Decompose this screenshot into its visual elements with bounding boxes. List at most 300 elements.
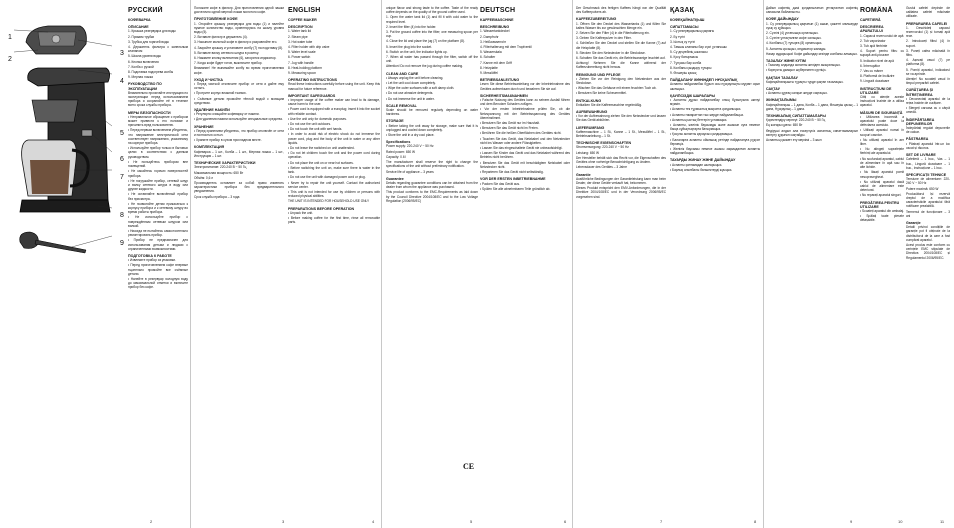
page-number: 2 <box>150 519 153 524</box>
paragraph: 5. Indicator nivel de apă <box>860 58 894 63</box>
section-heading: ÎNDEPĂRTAREA DEPUNERILOR <box>906 117 935 126</box>
section-heading: ТАЗАЛАУ ЖӘНЕ КҮТІМ <box>766 59 806 64</box>
paragraph: 4. Schließen Sie den Deckel und stellen Sie die Kanne (7) auf die Heizplatte (8). <box>576 41 666 50</box>
paragraph: • Do not use the unit outdoors. <box>288 122 331 127</box>
paragraph: • Before taking the unit away for storage, make sure that it is unplugged and cooled down completely. <box>386 123 478 132</box>
section-heading: КОФЕВАРКА <box>128 18 151 22</box>
paragraph: Cafetieră – 1 buc., Vas – 1 buc., Lingură dozatoare – 1 buc., Instrucțiune – 1 buc. <box>906 157 950 170</box>
paragraph: Citiți cu atenție aceste instrucțiuni înainte de a utiliza aparatul. <box>860 95 904 108</box>
paragraph: • Nu utilizați aparatul în aer liber. <box>860 137 904 147</box>
paragraph: 3. Сүзгіге ұнтақталған кофе салыңыз. <box>766 36 822 41</box>
paragraph: 2. Insert the filter (4) into the holder. <box>386 24 437 29</box>
section-heading: IMPORTANT SAFEGUARDS <box>288 93 336 98</box>
paragraph: • Do not immerse the unit in water. <box>386 96 435 101</box>
section-heading: ТАУАРДЫ ЖИНАУ ЖӘНЕ ДАЙЫНДАУ <box>670 158 736 163</box>
paragraph: Entkalken Sie die Kaffeemaschine regelmäßig. <box>576 102 643 107</box>
page-number: 10 <box>898 519 903 524</box>
paragraph: • Do not place the unit on or near hot surfaces. <box>288 160 354 165</box>
section-heading: PĂSTRAREA <box>906 137 929 142</box>
paragraph: 1. Öffnen Sie den Deckel des Wassertanks (1) und füllen Sie kaltes Wasser bis zur gewünschten Menge ein. <box>576 21 666 30</box>
paragraph: • Для удаления накипи используйте специальные средства. <box>194 117 283 122</box>
paragraph: • Before making coffee for the first time, rinse all removable parts. <box>288 215 380 225</box>
coffee-maker-body-icon <box>20 68 110 212</box>
section-heading: KAFFEEZUBEREITUNG <box>576 17 617 22</box>
paragraph: Putere maximă: 650 W <box>906 186 939 191</box>
paragraph: 1. Крышка резервуара для воды <box>128 29 176 34</box>
section-heading: CURĂȚAREA ȘI ÎNTREȚINEREA <box>906 88 934 97</box>
section-heading: ЖИНАҚТАЛЫМЫ <box>766 98 797 103</box>
section-heading: STORAGE <box>386 119 404 124</box>
fold-line <box>190 0 191 528</box>
language-heading: ҚАЗАҚ <box>670 7 695 14</box>
section-heading: BETRIEBSANLEITUNG <box>480 78 520 83</box>
paragraph: • Benutzen Sie das Gerät nicht im Freien. <box>480 126 539 131</box>
manual-column-ro-1 <box>860 6 904 506</box>
section-heading: TECHNISCHE EIGENSCHAFTEN <box>576 141 632 146</box>
paragraph: Внимание! Не вынимайте колбу во время приготовления кофе. <box>194 66 284 75</box>
paragraph: 4. Așezați vasul (7) pe platforma (8). <box>906 58 950 67</box>
paragraph: • Spülen Sie alle abnehmbaren Teile gründlich ab. <box>480 186 551 191</box>
page-number: 6 <box>564 519 567 524</box>
paragraph: Leistung: 650 W <box>576 150 600 155</box>
lid-detail-icon <box>26 26 86 54</box>
paragraph: Қоректендіру кернеуі: 220-240 В ~ 50 Гц <box>766 118 826 123</box>
language-heading: ENGLISH <box>288 7 321 14</box>
paragraph: • Nu atingeți suprafețele fierbinți ale aparatului. <box>860 147 904 156</box>
paragraph: Kaffeemaschine – 1 St., Kanne – 1 St., Messlöffel – 1 St., Betriebsanleitung – 1 St. <box>576 129 666 139</box>
paragraph: • Желілік баусымы немесе ашасы зақымдалған аспапты пайдаланбаңыз. <box>670 147 760 156</box>
paragraph: 1. Water tank lid <box>288 29 311 34</box>
paragraph: Service life of appliance – 3 years <box>386 169 434 174</box>
paragraph: • Benutzen Sie das Gerät mit beschädigtem Netzkabel oder Netzstecker nicht. <box>480 160 570 169</box>
paragraph: 8. Heat-holding platform <box>288 65 323 70</box>
section-heading: Guarantee <box>386 176 404 181</box>
paragraph: • Не оставляйте включённый прибор без присмотра. <box>128 192 188 201</box>
section-heading: COFFEE MAKER <box>288 18 317 22</box>
paragraph: • Не используйте прибор с повреждённым сетевым шнуром или вилкой. <box>128 215 188 228</box>
paragraph: 4. Filter holder with drip valve <box>288 45 330 50</box>
paragraph: Өндіруші алдын ала ескертусіз аспаптың сипаттамаларын өзгерту құқығын сақтайды. <box>766 128 858 137</box>
language-heading: РУССКИЙ <box>128 7 163 14</box>
section-heading: INSTRUCȚIUNI DE UTILIZARE <box>860 86 892 95</box>
paragraph: • Аспапты қаптамадан шығарыңыз. <box>670 162 723 167</box>
coffee-maker-illustration <box>8 10 118 280</box>
paragraph: 3. Hot water tube <box>288 39 313 44</box>
paragraph: • In order to avoid risk of electric shock do not immerse the power cord, plug and the body of the unit in water or any other liquids. <box>288 132 380 145</box>
paragraph: • Power cord is equipped with a europlug; insert it into the socket with reliable contact. <box>288 107 380 116</box>
paragraph: 5. Аспапты қосыңыз, индикатор жанады. <box>766 46 827 51</box>
paragraph: • Utilizați aparatul numai în scopuri casnice. <box>860 128 904 137</box>
paragraph: THE UNIT IS INTENDED FOR HOUSEHOLD USE ONLY <box>288 199 370 204</box>
paragraph: • Перед приготовлением кофе впервые тщательно промойте все съёмные детали. <box>128 263 188 276</box>
section-heading: КОФЕ ДАЙЫНДАУ <box>766 17 799 22</box>
section-heading: SPECIFICAȚII TEHNICE <box>906 172 947 177</box>
paragraph: • Аспаптың ыстық беттерін ұстамаңыз. <box>670 117 728 122</box>
manual-column-ru-2 <box>194 6 284 506</box>
paragraph: Scale should be removed regularly depending on water hardness. <box>386 108 478 117</box>
paragraph: • Reparieren Sie das Gerät nicht selbständig. <box>480 170 544 175</box>
paragraph: • Before switching the unit on, make sure there is water in the tank. <box>288 165 380 175</box>
paragraph: 4. Держатель фильтра с капельным клапаном <box>128 45 188 54</box>
paragraph: 5. Wasserskala <box>480 50 502 55</box>
callout-number: 5 <box>120 130 124 137</box>
section-heading: ENTKALKUNG <box>576 98 602 103</box>
paragraph: Производитель оставляет за собой право изменять характеристики прибора без предварительного уведомления. <box>194 180 284 194</box>
section-heading: КОМПЛЕКТАЦИЯ <box>194 145 225 150</box>
paragraph: • Извлеките прибор из упаковки. <box>128 258 176 263</box>
section-heading: ХРАНЕНИЕ <box>194 124 214 129</box>
paragraph: 7. Jug with handle <box>288 60 314 65</box>
paragraph: • Nu utilizați aparatul dacă cablul de alimentare este deteriorat. <box>860 179 904 193</box>
measuring-spoon-icon <box>20 232 86 253</box>
section-heading: СИПАТТАМАСЫ <box>670 25 699 30</box>
section-heading: КОФЕҚАЙНАТҚЫШ <box>670 18 705 22</box>
page-number: 3 <box>282 519 285 524</box>
paragraph: Максимальная мощность: 650 Вт <box>194 170 244 175</box>
manual-column-en-2 <box>386 6 478 506</box>
paragraph: The manufacturer shall reserve the right to change the specifications of the unit without preliminary notification. <box>386 160 478 169</box>
paragraph: 2. Вставьте фильтр в держатель (4). <box>194 35 248 40</box>
paragraph: Der Geschmack des fertigen Kaffees hängt von der Qualität des Kaffeepulvers ab. <box>576 6 666 15</box>
paragraph: 1. Deschideți capacul rezervorului (1) și turnați apă rece. <box>906 25 950 39</box>
paragraph: 9. Messlöffel <box>480 71 498 76</box>
paragraph: 6. Schalten Sie das Gerät ein, die Betriebsanzeige leuchtet auf. <box>576 56 666 61</box>
paragraph: 2. Setzen Sie den Filter (4) in die Filterhalterung ein. <box>576 31 650 36</box>
paragraph: • Do not touch the unit with wet hands. <box>288 127 343 132</box>
paragraph: Producătorul își rezervă dreptul de a modifica caracteristicile aparatului fără notificare prealabilă. <box>906 191 950 209</box>
manual-column-kz-1 <box>670 6 760 506</box>
section-heading: ҚАУІПСІЗДІК ШАРАЛАРЫ <box>670 93 716 98</box>
paragraph: Attention! Do not remove the jug during coffee making. <box>386 64 464 69</box>
paragraph: Кофеқайнатқышты тұрақты түрде қақтан тазалаңыз. <box>766 79 844 84</box>
paragraph: Электропитание: 220-240 В ~ 50 Гц <box>194 165 247 170</box>
paragraph: • Храните прибор в сухом прохладном месте. <box>194 138 262 143</box>
paragraph: • Wipe the outer surfaces with a soft damp cloth. <box>386 86 455 91</box>
paragraph: 9. Мерная ложка <box>128 75 153 80</box>
paragraph: • Benutzen Sie keine Scheuermittel. <box>576 91 627 96</box>
paragraph: Dieses Produkt entspricht den EMV-Anforderungen, die in der Direktive 2004/108/EC und in der Verordnung 2006/95/EC vorgesehen sind. <box>576 186 666 199</box>
paragraph: 6. Schalter <box>480 55 496 60</box>
paragraph: • Перед первым включением убедитесь, что напряжение электрической сети соответствует напряжению, указанному на корпусе прибора. <box>128 128 188 146</box>
paragraph: 7. Тұтқасы бар колба <box>670 60 702 65</box>
paragraph: • Do not use the unit with damaged power cord or plug. <box>288 175 366 180</box>
section-heading: DESCRIPTION <box>288 25 313 30</box>
paragraph: 7. Колба с ручкой <box>128 64 154 69</box>
section-heading: ПОДГОТОВКА К РАБОТЕ <box>128 253 172 258</box>
paragraph: • Nu reparați aparatul singuri. <box>860 193 902 198</box>
page-number: 4 <box>372 519 375 524</box>
paragraph: • Păstrați aparatul într-un loc uscat și răcoros. <box>906 141 950 150</box>
section-heading: SCALE REMOVAL <box>386 103 417 108</box>
paragraph: • Балаларға аспапты ойыншық ретінде пайдалануға рұқсат бермеңіз. <box>670 137 760 146</box>
manual-column-en-1 <box>288 6 380 506</box>
paragraph: • Барлық алынбалы бөлшектерді жуыңыз. <box>670 167 733 172</box>
section-heading: SET DE LIVRARE <box>906 153 936 158</box>
paragraph: 5. Вставьте вилку сетевого шнура в розетку. <box>194 50 260 55</box>
section-heading: CAFETIERĂ <box>860 18 881 22</box>
paragraph: 6. Нажмите кнопку включения (6), загорится индикатор. <box>194 56 277 61</box>
section-heading: BESCHREIBUNG <box>480 25 510 30</box>
paragraph: 1. Open the water tank lid (1) and fill it with cold water to the required level. <box>386 15 478 24</box>
paragraph: • Berühren Sie die heißen Oberflächen des Gerätes nicht. <box>480 131 562 136</box>
paragraph: 3. Насыпьте молотый кофе в фильтр и разровняйте его. <box>194 40 278 45</box>
paragraph: Ausführliche Bedingungen der Garantieleistung kann man beim Dealer, der diese Geräte verkauft hat, bekommen. <box>576 176 666 185</box>
paragraph: • Unpack the unit. <box>288 210 314 215</box>
paragraph: 8. Колбаны қыздыру тұғыры <box>670 65 712 70</box>
callout-number: 3 <box>120 50 124 57</box>
paragraph: 6. Switch on the unit, the indicator lights up. <box>386 49 448 54</box>
paragraph: Power supply: 220-240 V ~ 50 Hz <box>386 144 434 149</box>
manual-column-ro-2 <box>906 6 950 506</box>
manual-column-de-2 <box>576 6 666 506</box>
paragraph: 6. Întrerupător <box>860 63 881 68</box>
paragraph: • Никогда не пытайтесь самостоятельно ремонтировать прибор. <box>128 228 188 238</box>
paragraph: 2. Сүзгіні (4) ұстағышқа орнатыңыз. <box>766 31 819 36</box>
paragraph: Назар аударыңыз! Кофе дайындау кезінде колбаны алмаңыз. <box>766 51 858 56</box>
section-heading: REINIGUNG UND PFLEGE <box>576 72 621 77</box>
ce-mark: CE <box>463 462 475 471</box>
paragraph: 6. Кнопка включения <box>128 59 159 64</box>
paragraph: • Vor der Aufbewahrung ziehen Sie den Netzstecker und lassen Sie das Gerät abkühlen. <box>576 114 666 123</box>
paragraph: • Аспапты, желілік баусымды және ашасын суға немесе басқа сұйықтықтарға батырмаңыз. <box>670 123 760 132</box>
paragraph: • Lassen Sie das eingeschaltete Gerät nie unbeaufsichtigt. <box>480 146 563 151</box>
paragraph: • Не касайтесь горячих поверхностей прибора. <box>128 169 188 178</box>
paragraph: • Не погружайте прибор, сетевой шнур и вилку сетевого шнура в воду или другие жидкости. <box>128 178 188 192</box>
paragraph: 2. Introduceți filtrul (4) în suport. <box>906 39 950 48</box>
paragraph: 1. Wassertankdeckel <box>480 29 510 34</box>
paragraph: 8. Подставка подогрева колбы <box>128 70 174 75</box>
paragraph: • Utilizarea incorectă a aparatului poate duce la defectarea acestuia. <box>860 114 904 128</box>
section-heading: PREPARAREA CAFELEI <box>906 21 948 26</box>
paragraph: Stromversorgung: 220-240 V ~ 50 Hz <box>576 145 629 150</box>
paragraph: 7. When all water has passed through the filter, switch off the unit. <box>386 55 478 64</box>
paragraph: 8. Heizplatte <box>480 65 498 70</box>
paragraph: 4. Тамшы клапаны бар сүзгі ұстағышы <box>670 45 727 50</box>
paragraph: • Scoateți aparatul din ambalaj. <box>860 208 904 213</box>
callout-number: 7 <box>120 174 124 181</box>
paragraph: Положите кофе в фильтр. Для приготовления одной чашки достаточно одной мерной ложки молотого кофе. <box>194 6 284 15</box>
paragraph: 4. Колбаны (7) тұғырға (8) орнатыңыз. <box>766 41 823 46</box>
paragraph: • Tauchen Sie das Gerät, das Netzkabel und den Netzstecker nicht ins Wasser oder andere Flüssigkeiten. <box>480 136 570 145</box>
section-heading: УХОД И ЧИСТКА <box>194 77 224 82</box>
section-heading: CLEAN AND CARE <box>386 71 419 76</box>
paragraph: 7. Vas cu mâner <box>860 69 883 74</box>
section-heading: ОПИСАНИЕ <box>128 25 149 30</box>
paragraph: 2. Dampfrohr <box>480 34 499 39</box>
section-heading: Specifications <box>386 140 411 145</box>
paragraph: • Ziehen Sie vor der Reinigung den Netzstecker aus der Steckdose. <box>576 76 666 86</box>
callout-number: 8 <box>120 212 124 219</box>
paragraph: Аспапты пайдаланбас бұрын осы нұсқаулықты мұқият оқып шығыңыз. <box>670 82 760 91</box>
paragraph: • Налейте в резервуар холодную воду до максимальной отметки и включите прибор без кофе. <box>128 276 188 290</box>
paragraph: 3. Трубка для горячей воды <box>128 39 169 44</box>
paragraph: • Используйте прибор только в бытовых целях в соответствии с данным руководством. <box>128 146 188 159</box>
paragraph: Rated power: 650 W <box>386 149 416 154</box>
paragraph: • Wischen Sie das Gehäuse mit einem feuchten Tuch ab. <box>576 86 657 91</box>
paragraph: Der Hersteller behält sich das Recht vor, die Eigenschaften des Gerätes ohne vorherige Benachrichtigung zu ändern. <box>576 155 666 165</box>
paragraph: • Корпусты дымқыл шүберекпен сүртіңіз. <box>766 68 827 73</box>
section-heading: LIEFERUMFANG <box>576 125 605 130</box>
paragraph: Îndepărtați regulat depunerile de calcar. <box>906 126 950 135</box>
paragraph: • Қосулы аспапты қараусыз қалдырмаңыз. <box>670 132 733 137</box>
paragraph: Achtung! Nehmen Sie die Kanne während der Kaffeezubereitung nicht heraus. <box>576 61 666 70</box>
paragraph: • Use the unit only for domestic purposes. <box>288 116 347 121</box>
section-heading: VOR DER ERSTEN INBETRIEBNAHME <box>480 177 546 182</box>
paragraph: 8. Platformă de încălzire <box>860 74 895 79</box>
paragraph: 4. Suport pentru filtru cu supapă anti-picurare <box>860 49 904 58</box>
paragraph: • Тазалау алдында аспапты желіден ажыратыңыз. <box>766 63 841 68</box>
section-heading: ТЕХНИЧЕСКИЕ ХАРАКТЕРИСТИКИ <box>194 161 256 166</box>
paragraph: • Nu scufundați aparatul, cablul de alimentare în apă sau în alte lichide. <box>860 156 904 170</box>
paragraph: 4. Закройте крышку и установите колбу (7) на подставку (8). <box>194 45 283 50</box>
paragraph: 7. Kanne mit dem Griff <box>480 60 512 65</box>
paragraph: • Improper usage of the coffee maker can lead to its damage, cause harm to the user. <box>288 98 380 107</box>
paragraph: Внимательно прочитайте инструкцию по эксплуатации перед использованием прибора и сохраняйте её в течение всего срока службы прибора. <box>128 90 188 108</box>
paragraph: Lebensdauer des Gerätes – 3 Jahre <box>576 165 628 170</box>
paragraph: 3. Geben Sie Kaffeepulver in den Filter. <box>576 36 632 41</box>
paragraph: Аспаптың қызмет ету мерзімі – 3 жыл <box>766 138 822 143</box>
paragraph: Capacity: 0.6 l <box>386 154 407 159</box>
callout-number: 1 <box>8 34 12 41</box>
paragraph: 5. Stecken Sie den Netzstecker in die Steckdose. <box>576 50 646 55</box>
paragraph: Read these instructions carefully before using the unit. Keep this manual for future reference. <box>288 82 380 91</box>
paragraph: • Deconectați aparatul de la rețea înainte de curățare. <box>906 96 950 106</box>
section-heading: DESCRIEREA APARATULUI <box>860 25 884 34</box>
paragraph: This product conforms to the EMC-Requirements as laid down by the Council Directive 2004/108/EC and to the Low Voltage Regulation (2006/95/EC) <box>386 190 478 203</box>
page-number: 7 <box>660 519 663 524</box>
paragraph: • Прибор не предназначен для использования детьми и людьми с ограниченными возможностями. <box>128 238 188 251</box>
paragraph: 3. Heißwasserrohr <box>480 39 507 44</box>
paragraph: • Always unplug the unit before cleaning. <box>386 75 444 80</box>
callout-number: 9 <box>120 240 124 247</box>
paragraph: • Falsche Nutzung des Gerätes kann zu seinem Ausfall führen und dem Benutzer Schaden zufügen. <box>480 98 570 107</box>
callout-number: 4 <box>120 78 124 85</box>
paragraph: • Lassen Sie Kinder das Gerät und das Netzkabel während des Betriebs nicht berühren. <box>480 151 570 160</box>
paragraph: Gustul cafelei depinde de calitatea cafelei măcinate utilizate. <box>906 6 950 19</box>
paragraph: • Протрите корпус влажной тканью. <box>194 91 247 96</box>
page-number: 5 <box>470 519 473 524</box>
paragraph: 1. Откройте крышку резервуара для воды (1) и налейте нужное количество воды, ориентируясь на шкалу уровня воды (5). <box>194 21 284 35</box>
paragraph: 3. Put the ground coffee into the filter; one measuring spoon per cup. <box>386 30 478 39</box>
paragraph: Срок службы прибора – 3 года <box>194 194 240 199</box>
manual-column-kz-2 <box>766 6 858 506</box>
section-heading: ТЕХНИКАЛЫҚ СИПАТТАМАЛАРЫ <box>766 114 826 119</box>
fold-line <box>572 0 573 528</box>
paragraph: • Do not leave the switched on unit unattended. <box>288 146 355 151</box>
section-heading: ПРИГОТОВЛЕНИЕ КОФЕ <box>194 17 238 22</box>
paragraph: 5. Шкала уровня воды <box>128 54 161 59</box>
section-heading: PREGĂTIREA PENTRU UTILIZARE <box>860 200 900 209</box>
paragraph: • Packen Sie das Gerät aus. <box>480 181 520 186</box>
paragraph: • Перед чисткой отключите прибор от сети и дайте ему остыть. <box>194 82 284 91</box>
manual-column-de-1 <box>480 6 570 506</box>
paragraph: • Spălați toate piesele detașabile. <box>860 214 904 223</box>
section-heading: МЕРЫ БЕЗОПАСНОСТИ <box>128 110 171 115</box>
paragraph: Details regarding guarantee conditions can be obtained from the dealer from whom the appliance was purchased. <box>386 180 478 190</box>
callout-number: 2 <box>8 56 12 63</box>
section-heading: OPERATING INSTRUCTIONS <box>288 78 338 83</box>
paragraph: 1. Capacul rezervorului de apă <box>860 33 904 38</box>
paragraph: 2. Steam pipe <box>288 34 308 39</box>
paragraph: 5. Insert the plug into the socket. <box>386 44 433 49</box>
paragraph: • Do not let children touch the unit and the power cord during operation. <box>288 151 380 160</box>
page-number: 9 <box>850 519 853 524</box>
paragraph: • Benutzen Sie das Gerät nur im Haushalt. <box>480 121 540 126</box>
paragraph: Termenul de funcționare – 3 ani <box>906 209 950 218</box>
paragraph: 4. Filterhalterung mit dem Tropfventil <box>480 45 532 50</box>
paragraph: 6. Power switch <box>288 55 311 60</box>
page-number: 8 <box>754 519 757 524</box>
paragraph: • Nu lăsați aparatul pornit nesupravegheat. <box>860 170 904 179</box>
paragraph: 9. Measuring spoon <box>288 71 316 76</box>
manual-column-ru-1 <box>128 6 188 506</box>
paragraph: Кофеварка – 1 шт., Колба – 1 шт., Мерная ложка – 1 шт., Инструкция – 1 шт. <box>194 149 284 158</box>
section-heading: САҚТАУ <box>766 87 780 92</box>
paragraph: • Do not use abrasive detergents. <box>386 91 434 96</box>
paragraph: • Аспапты ғимараттан тыс жерде пайдаланбаңыз. <box>670 112 744 117</box>
paragraph: • Не позволяйте детям прикасаться к корпусу прибора и к сетевому шнуру во время работы прибора. <box>128 201 188 215</box>
paragraph: 3. Tub apă fierbinte <box>860 44 888 49</box>
paragraph: • Перед хранением убедитесь, что прибор отключён от сети и полностью остыл. <box>194 128 284 138</box>
paragraph: • This unit is not intended for use by children or persons with reduced physical abilities. <box>288 189 380 199</box>
paragraph: 2. Tub vaporizator <box>860 38 886 43</box>
paragraph: • Аспапты тек тұрмыстық мақсатта қолданыңыз. <box>670 107 742 112</box>
paragraph: • Store the unit in a dry cool place. <box>386 133 435 138</box>
section-heading: Garanție <box>906 220 921 225</box>
section-heading: УДАЛЕНИЕ НАКИПИ <box>194 108 230 113</box>
paragraph: • Регулярно очищайте кофеварку от накипи. <box>194 112 260 117</box>
callout-number: 6 <box>120 156 124 163</box>
paragraph: 3. Ыстық су түтігі <box>670 39 696 44</box>
paragraph: unique flavor and strong taste to the coffee. Taste of the ready coffee depends on the quality of the ground coffee used. <box>386 6 478 15</box>
section-heading: AUFBEWAHRUNG <box>576 110 608 115</box>
section-heading: SICHERHEITSMAßNAHMEN <box>480 93 528 98</box>
paragraph: • Аспапты құрғақ салқын жерде сақтаңыз. <box>766 91 828 96</box>
paragraph: Detalii privind condițiile de garanție pot fi obținute de la distribuitorul de la care a fost cumpărat aparatul. <box>906 225 950 242</box>
paragraph: 5. Porniți aparatul, indicatorul se va aprinde. <box>906 67 950 76</box>
section-heading: ҚАҚТАН ТАЗАЛАУ <box>766 75 798 80</box>
paragraph: 9. Lingură dozatoare <box>860 79 890 84</box>
paragraph: 1. Су резервуарының қақпағын (1) ашып, қажетті мөлшерде суық су құйыңыз. <box>766 21 858 30</box>
paragraph: 5. Су деңгейінің шкаласы <box>670 50 708 55</box>
section-heading: Garantie <box>576 172 591 177</box>
paragraph: Дайын кофенің дәмі қолданылатын ұнтақталған кофенің сапасына байланысты. <box>766 6 858 15</box>
language-heading: DEUTSCH <box>480 7 516 14</box>
language-heading: ROMÂNĂ <box>860 7 893 14</box>
paragraph: 7. Когда кофе будет готов, выключите прибор. <box>194 61 263 66</box>
paragraph: • Аспапты дұрыс пайдаланбау оның бұзылуына әкелуі мүмкін. <box>670 98 760 107</box>
paragraph: 6. Қосу батырмасы <box>670 55 699 60</box>
fold-line <box>763 0 764 528</box>
fold-line <box>381 0 382 528</box>
paragraph: • Неправильное обращение с прибором может привести к его поломке и причинить вред пользователю. <box>128 114 188 128</box>
paragraph: 5. Water level scale <box>288 50 316 55</box>
section-heading: ПАЙДАЛАНУ ЖӨНІНДЕГІ НҰСҚАУЛЫҚ <box>670 78 738 83</box>
page-number: 11 <box>940 519 945 524</box>
paragraph: Acest produs este conform cu cerințele EMC stipulate de Directiva 2004/108/EC și Regulamentul 2006/95/EC. <box>906 242 950 260</box>
paragraph: 2. Прижим трубки <box>128 34 155 39</box>
section-heading: РУКОВОДСТВО ПО ЭКСПЛУАТАЦИИ <box>128 82 162 91</box>
paragraph: 3. Puneți cafea măcinată în filtru. <box>906 48 950 58</box>
paragraph: 4. Close the lid and place the jug (7) on the platform (8). <box>386 39 465 44</box>
paragraph: 1. Су резервуарының қақпағы <box>670 29 715 34</box>
paragraph: Lesen Sie diese Betriebsanleitung vor der Inbetriebnahme des Gerätes aufmerksam durch und bewahren Sie sie auf. <box>480 82 570 91</box>
paragraph: 2. Бу түтігі <box>670 34 686 39</box>
paragraph: • Ștergeți carcasa cu o cârpă umedă. <box>906 106 950 115</box>
section-heading: MĂSURI DE SIGURANȚĂ <box>860 110 903 115</box>
section-heading: PREPARATIONS BEFORE OPERATION <box>288 206 355 211</box>
paragraph: Ең жоғары қуаты: 650 Вт <box>766 123 803 128</box>
